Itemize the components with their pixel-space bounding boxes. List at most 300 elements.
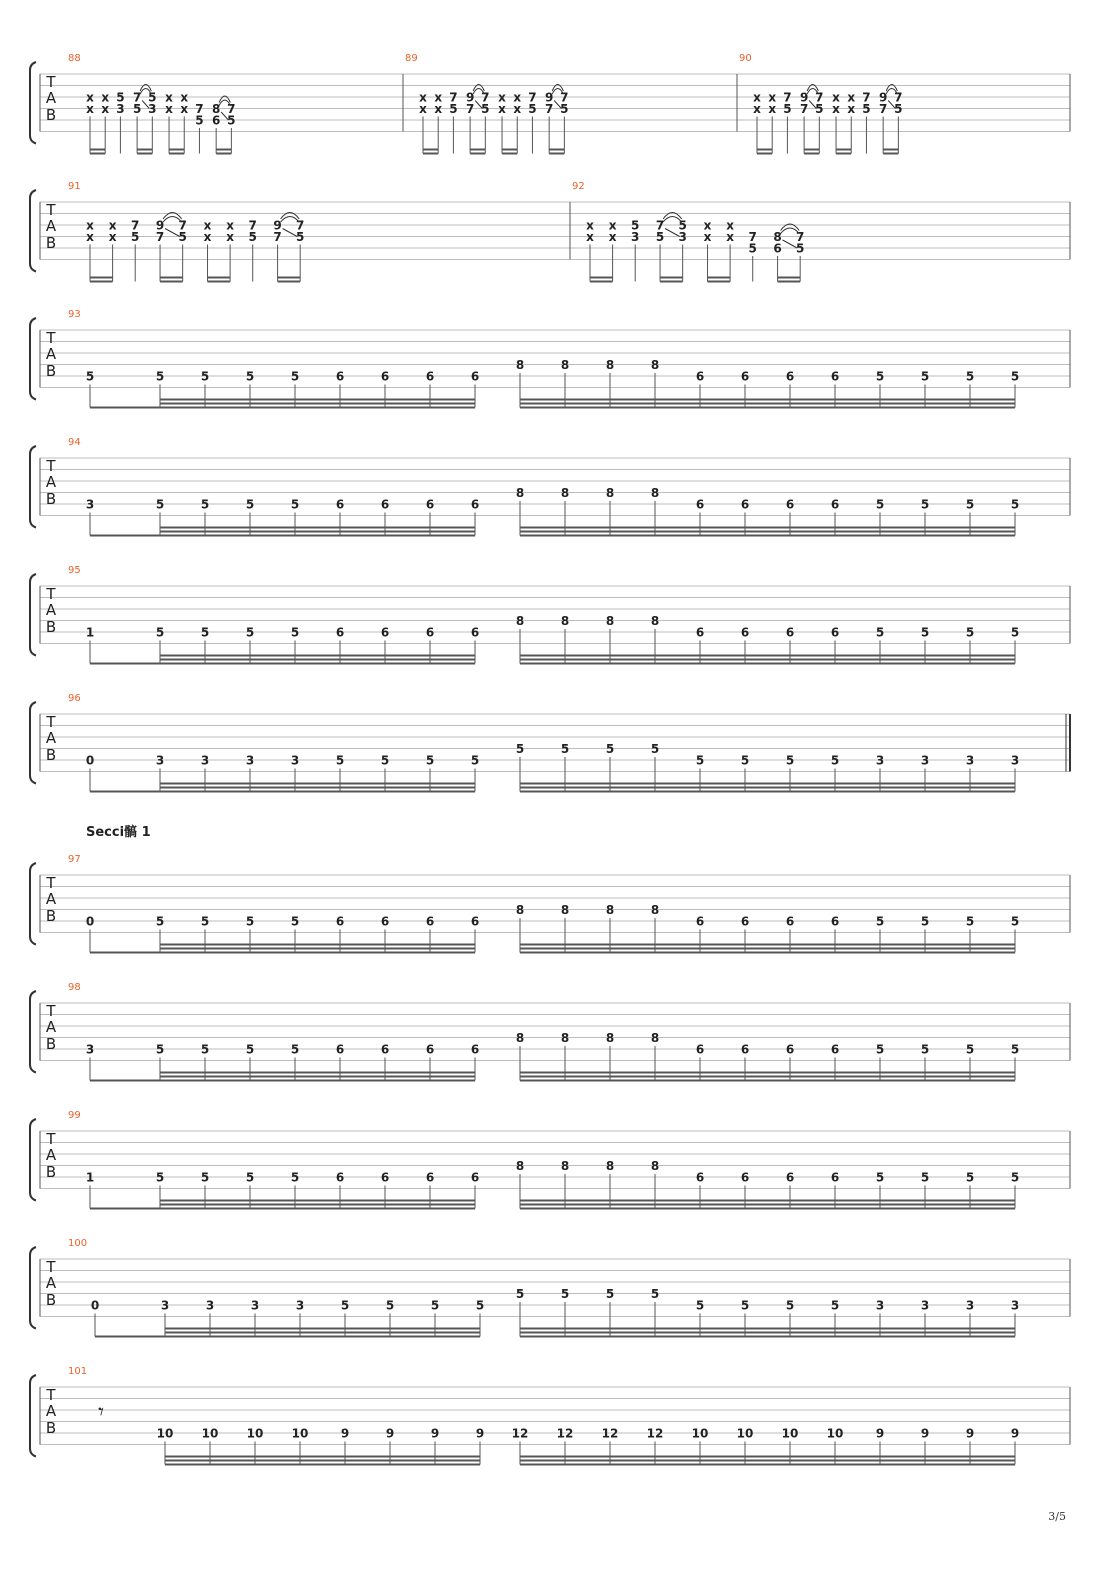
dead-note: x xyxy=(434,90,443,105)
fret-number: 5 xyxy=(380,753,390,768)
tab-clef-letter: A xyxy=(45,89,57,107)
measure-number: 99 xyxy=(68,1110,81,1121)
fret-number: 7 xyxy=(195,102,204,116)
fret-number: 5 xyxy=(131,230,140,244)
fret-number: 7 xyxy=(132,90,142,105)
fret-number: 5 xyxy=(200,914,210,929)
fret-number: 9 xyxy=(544,90,554,105)
tab-clef-letter: B xyxy=(45,907,57,925)
fret-number: 8 xyxy=(650,614,660,628)
fret-number: 3 xyxy=(245,753,255,768)
dead-note: x xyxy=(101,90,110,105)
fret-number: 5 xyxy=(470,753,480,768)
tab-clef-letter: T xyxy=(46,201,56,219)
fret-number: 7 xyxy=(862,90,871,105)
dead-note: x xyxy=(768,90,777,105)
fret-number: 3 xyxy=(85,497,95,512)
fret-number: 6 xyxy=(695,1170,705,1185)
tab-staff xyxy=(30,702,1070,784)
fret-number: 6 xyxy=(425,369,435,384)
fret-number: 8 xyxy=(560,1031,570,1045)
fret-number: 5 xyxy=(965,914,975,929)
fret-number: 5 xyxy=(132,102,142,116)
tab-clef-letter: A xyxy=(45,217,57,235)
fret-number: 7 xyxy=(796,230,805,244)
fret-number: 7 xyxy=(544,102,554,116)
fret-number: 5 xyxy=(515,1287,525,1301)
dead-note: x xyxy=(753,102,761,116)
measure-number: 96 xyxy=(68,693,81,704)
dead-note: x xyxy=(226,218,234,233)
dead-note: x xyxy=(832,90,840,105)
tab-clef-letter: A xyxy=(45,1274,57,1292)
fret-number: 5 xyxy=(740,753,750,768)
fret-number: 3 xyxy=(875,753,885,768)
fret-number: 3 xyxy=(85,1042,95,1057)
fret-number: 5 xyxy=(655,230,665,244)
tab-clef-letter: B xyxy=(45,1419,57,1437)
tab-staff xyxy=(30,318,1070,400)
fret-number: 6 xyxy=(830,497,840,512)
dead-note: x xyxy=(847,90,856,105)
dead-note: x xyxy=(86,90,94,105)
fret-number: 5 xyxy=(650,1287,660,1301)
fret-number: 5 xyxy=(965,1170,975,1185)
fret-number: 8 xyxy=(605,486,615,500)
fret-number: 5 xyxy=(1010,1042,1020,1057)
dead-note: x xyxy=(86,218,94,233)
fret-number: 6 xyxy=(470,1042,480,1057)
fret-number: 6 xyxy=(830,369,840,384)
fret-number: 6 xyxy=(425,497,435,512)
fret-number: 6 xyxy=(380,1042,390,1057)
fret-number: 5 xyxy=(862,102,871,116)
fret-number: 6 xyxy=(425,914,435,929)
fret-number: 12 xyxy=(646,1426,664,1441)
fret-number: 5 xyxy=(1010,497,1020,512)
fret-number: 5 xyxy=(1010,369,1020,384)
fret-number: 9 xyxy=(465,90,475,105)
dead-note: x xyxy=(165,102,173,116)
fret-number: 7 xyxy=(815,90,824,105)
fret-number: 7 xyxy=(296,218,305,233)
fret-number: 12 xyxy=(601,1426,619,1441)
fret-number: 8 xyxy=(560,358,570,372)
fret-number: 5 xyxy=(200,1170,210,1185)
measure-number: 93 xyxy=(68,309,81,320)
fret-number: 5 xyxy=(245,914,255,929)
dead-note: x xyxy=(419,90,427,105)
fret-number: 5 xyxy=(605,1287,615,1301)
fret-number: 6 xyxy=(470,497,480,512)
system-bracket xyxy=(30,1247,36,1329)
fret-number: 8 xyxy=(515,614,525,628)
fret-number: 8 xyxy=(650,1031,660,1045)
dead-note: x xyxy=(608,218,617,233)
fret-number: 3 xyxy=(1010,1298,1020,1313)
fret-number: 5 xyxy=(1010,914,1020,929)
fret-number: 6 xyxy=(425,1042,435,1057)
tab-clef-letter: T xyxy=(46,329,56,347)
fret-number: 3 xyxy=(200,753,210,768)
fret-number: 3 xyxy=(678,230,687,244)
dead-note: x xyxy=(180,90,189,105)
dead-note: x xyxy=(108,218,117,233)
fret-number: 5 xyxy=(475,1298,485,1313)
fret-number: 3 xyxy=(205,1298,215,1313)
fret-number: 6 xyxy=(695,625,705,640)
dead-note: x xyxy=(753,90,761,105)
tab-staff xyxy=(30,1247,1070,1329)
fret-number: 5 xyxy=(425,753,435,768)
fret-number: 8 xyxy=(515,903,525,917)
fret-number: 0 xyxy=(85,914,95,929)
fret-number: 5 xyxy=(965,369,975,384)
dead-note: x xyxy=(513,90,522,105)
fret-number: 6 xyxy=(211,113,221,128)
measure-number: 95 xyxy=(68,565,81,576)
fret-number: 6 xyxy=(740,1170,750,1185)
fret-number: 9 xyxy=(965,1426,975,1441)
fret-number: 6 xyxy=(335,1042,345,1057)
dead-note: x xyxy=(608,230,617,244)
tab-clef-letter: A xyxy=(45,890,57,908)
slide-line xyxy=(283,229,298,237)
fret-number: 3 xyxy=(920,753,930,768)
fret-number: 5 xyxy=(155,625,165,640)
dead-note: x xyxy=(498,90,506,105)
measure-number: 90 xyxy=(739,53,752,64)
fret-number: 5 xyxy=(830,753,840,768)
fret-number: 7 xyxy=(481,90,490,105)
dead-note: x xyxy=(726,230,734,244)
measure-number: 91 xyxy=(68,181,81,192)
fret-number: 9 xyxy=(430,1426,440,1441)
dead-note: x xyxy=(726,218,734,233)
tab-clef-letter: B xyxy=(45,618,57,636)
fret-number: 8 xyxy=(650,486,660,500)
measure-number: 94 xyxy=(68,437,81,448)
fret-number: 5 xyxy=(178,230,187,244)
dead-note: x xyxy=(165,90,173,105)
fret-number: 5 xyxy=(785,1298,795,1313)
fret-number: 6 xyxy=(335,369,345,384)
fret-number: 10 xyxy=(201,1426,219,1441)
fret-number: 5 xyxy=(650,742,660,756)
fret-number: 5 xyxy=(1010,625,1020,640)
fret-number: 5 xyxy=(740,1298,750,1313)
fret-number: 5 xyxy=(200,1042,210,1057)
fret-number: 6 xyxy=(470,369,480,384)
fret-number: 5 xyxy=(85,369,95,384)
fret-number: 9 xyxy=(475,1426,485,1441)
tab-clef-letter: B xyxy=(45,1035,57,1053)
fret-number: 5 xyxy=(116,90,125,105)
fret-number: 5 xyxy=(290,625,300,640)
fret-number: 5 xyxy=(920,1042,930,1057)
fret-number: 5 xyxy=(875,369,885,384)
tab-staff xyxy=(30,991,1070,1073)
fret-number: 8 xyxy=(650,1159,660,1173)
dead-note: x xyxy=(226,230,234,244)
fret-number: 5 xyxy=(965,1042,975,1057)
fret-number: 3 xyxy=(290,753,300,768)
fret-number: 6 xyxy=(785,1170,795,1185)
fret-number: 6 xyxy=(695,1042,705,1057)
fret-number: 10 xyxy=(156,1426,174,1441)
fret-number: 10 xyxy=(736,1426,754,1441)
fret-number: 6 xyxy=(830,625,840,640)
fret-number: 5 xyxy=(695,1298,705,1313)
tab-clef-letter: T xyxy=(46,457,56,475)
fret-number: 5 xyxy=(678,218,687,233)
fret-number: 5 xyxy=(515,742,525,756)
slide-line xyxy=(665,229,680,237)
fret-number: 9 xyxy=(385,1426,395,1441)
system-bracket xyxy=(30,1119,36,1201)
fret-number: 7 xyxy=(783,90,792,105)
dead-note: x xyxy=(847,102,856,116)
fret-number: 10 xyxy=(246,1426,264,1441)
fret-number: 5 xyxy=(560,1287,570,1301)
fret-number: 5 xyxy=(248,230,257,244)
fret-number: 3 xyxy=(1010,753,1020,768)
tab-clef-letter: A xyxy=(45,1146,57,1164)
page-number: 3/5 xyxy=(1048,1510,1066,1523)
fret-number: 6 xyxy=(425,625,435,640)
fret-number: 5 xyxy=(815,102,824,116)
fret-number: 3 xyxy=(965,753,975,768)
fret-number: 6 xyxy=(740,625,750,640)
fret-number: 6 xyxy=(740,369,750,384)
fret-number: 7 xyxy=(155,230,165,244)
fret-number: 8 xyxy=(560,1159,570,1173)
tab-clef-letter: A xyxy=(45,1402,57,1420)
fret-number: 6 xyxy=(425,1170,435,1185)
tab-clef-letter: T xyxy=(46,1130,56,1148)
fret-number: 5 xyxy=(965,625,975,640)
fret-number: 6 xyxy=(380,625,390,640)
fret-number: 6 xyxy=(380,914,390,929)
measure-number: 100 xyxy=(68,1238,88,1249)
fret-number: 5 xyxy=(155,1170,165,1185)
tab-staff xyxy=(30,574,1070,656)
fret-number: 12 xyxy=(556,1426,574,1441)
eighth-rest: 𝄾 xyxy=(98,1400,104,1425)
fret-number: 5 xyxy=(290,497,300,512)
fret-number: 7 xyxy=(227,102,236,116)
fret-number: 7 xyxy=(178,218,187,233)
dead-note: x xyxy=(86,230,94,244)
fret-number: 3 xyxy=(965,1298,975,1313)
fret-number: 6 xyxy=(470,914,480,929)
system-bracket xyxy=(30,318,36,400)
fret-number: 5 xyxy=(785,753,795,768)
fret-number: 5 xyxy=(920,1170,930,1185)
slide-line xyxy=(783,240,798,248)
tab-clef-letter: B xyxy=(45,746,57,764)
fret-number: 6 xyxy=(785,497,795,512)
fret-number: 5 xyxy=(605,742,615,756)
fret-number: 5 xyxy=(796,241,805,256)
fret-number: 3 xyxy=(295,1298,305,1313)
fret-number: 6 xyxy=(785,914,795,929)
system-bracket xyxy=(30,863,36,945)
fret-number: 5 xyxy=(875,1170,885,1185)
fret-number: 10 xyxy=(781,1426,799,1441)
tab-clef-letter: A xyxy=(45,345,57,363)
tab-clef-letter: T xyxy=(46,874,56,892)
fret-number: 9 xyxy=(155,218,165,233)
fret-number: 6 xyxy=(740,1042,750,1057)
dead-note: x xyxy=(768,102,777,116)
tab-clef-letter: T xyxy=(46,1258,56,1276)
fret-number: 5 xyxy=(290,369,300,384)
fret-number: 5 xyxy=(830,1298,840,1313)
fret-number: 5 xyxy=(227,113,236,128)
tab-clef-letter: A xyxy=(45,729,57,747)
fret-number: 5 xyxy=(148,90,157,105)
tab-clef-letter: T xyxy=(46,73,56,91)
fret-number: 6 xyxy=(773,241,782,256)
fret-number: 8 xyxy=(605,903,615,917)
fret-number: 6 xyxy=(335,1170,345,1185)
fret-number: 1 xyxy=(85,1170,95,1185)
tab-staff xyxy=(30,1119,1070,1201)
fret-number: 5 xyxy=(783,102,792,116)
tab-clef-letter: T xyxy=(46,585,56,603)
dead-note: x xyxy=(86,102,94,116)
dead-note: x xyxy=(101,102,110,116)
fret-number: 6 xyxy=(785,369,795,384)
dead-note: x xyxy=(203,218,212,233)
fret-number: 8 xyxy=(515,358,525,372)
fret-number: 0 xyxy=(90,1298,100,1313)
fret-number: 5 xyxy=(920,914,930,929)
fret-number: 8 xyxy=(650,903,660,917)
fret-number: 8 xyxy=(560,486,570,500)
fret-number: 5 xyxy=(631,218,640,233)
tab-clef-letter: T xyxy=(46,1386,56,1404)
fret-number: 8 xyxy=(515,1031,525,1045)
fret-number: 5 xyxy=(894,102,903,116)
fret-number: 7 xyxy=(878,102,888,116)
fret-number: 6 xyxy=(380,1170,390,1185)
system-bracket xyxy=(30,574,36,656)
fret-number: 5 xyxy=(155,1042,165,1057)
fret-number: 5 xyxy=(195,113,204,128)
system-bracket xyxy=(30,190,36,272)
fret-number: 5 xyxy=(748,241,757,256)
fret-number: 6 xyxy=(695,914,705,929)
fret-number: 6 xyxy=(785,1042,795,1057)
fret-number: 6 xyxy=(470,1170,480,1185)
fret-number: 8 xyxy=(605,614,615,628)
fret-number: 8 xyxy=(650,358,660,372)
fret-number: 5 xyxy=(200,369,210,384)
fret-number: 10 xyxy=(291,1426,309,1441)
fret-number: 5 xyxy=(245,369,255,384)
fret-number: 6 xyxy=(740,497,750,512)
fret-number: 7 xyxy=(528,90,537,105)
dead-note: x xyxy=(586,218,594,233)
fret-number: 5 xyxy=(245,1042,255,1057)
fret-number: 7 xyxy=(748,230,757,244)
fret-number: 5 xyxy=(200,497,210,512)
dead-note: x xyxy=(498,102,506,116)
fret-number: 7 xyxy=(655,218,665,233)
tab-clef-letter: B xyxy=(45,362,57,380)
fret-number: 3 xyxy=(155,753,165,768)
dead-note: x xyxy=(703,230,712,244)
fret-number: 7 xyxy=(248,218,257,233)
fret-number: 6 xyxy=(830,1170,840,1185)
fret-number: 6 xyxy=(740,914,750,929)
fret-number: 5 xyxy=(695,753,705,768)
fret-number: 5 xyxy=(920,369,930,384)
measure-number: 98 xyxy=(68,982,81,993)
fret-number: 9 xyxy=(799,90,809,105)
fret-number: 5 xyxy=(155,914,165,929)
fret-number: 6 xyxy=(335,497,345,512)
tab-clef-letter: A xyxy=(45,601,57,619)
fret-number: 1 xyxy=(85,625,95,640)
fret-number: 6 xyxy=(380,497,390,512)
tab-clef-letter: T xyxy=(46,1002,56,1020)
fret-number: 5 xyxy=(875,1042,885,1057)
fret-number: 5 xyxy=(528,102,537,116)
fret-number: 5 xyxy=(245,497,255,512)
tab-clef-letter: B xyxy=(45,1163,57,1181)
fret-number: 10 xyxy=(691,1426,709,1441)
tab-clef-letter: B xyxy=(45,106,57,124)
dead-note: x xyxy=(832,102,840,116)
fret-number: 6 xyxy=(335,625,345,640)
dead-note: x xyxy=(434,102,443,116)
fret-number: 3 xyxy=(116,102,125,116)
fret-number: 7 xyxy=(799,102,809,116)
fret-number: 3 xyxy=(920,1298,930,1313)
fret-number: 8 xyxy=(560,614,570,628)
fret-number: 3 xyxy=(875,1298,885,1313)
dead-note: x xyxy=(108,230,117,244)
fret-number: 6 xyxy=(335,914,345,929)
fret-number: 5 xyxy=(430,1298,440,1313)
fret-number: 5 xyxy=(290,1170,300,1185)
fret-number: 8 xyxy=(560,903,570,917)
fret-number: 5 xyxy=(385,1298,395,1313)
dead-note: x xyxy=(586,230,594,244)
fret-number: 5 xyxy=(449,102,458,116)
fret-number: 9 xyxy=(875,1426,885,1441)
dead-note: x xyxy=(203,230,212,244)
tab-staff xyxy=(30,1375,1070,1457)
measure-number: 101 xyxy=(68,1366,88,1377)
fret-number: 5 xyxy=(155,497,165,512)
dead-note: x xyxy=(703,218,712,233)
fret-number: 6 xyxy=(695,369,705,384)
fret-number: 9 xyxy=(340,1426,350,1441)
fret-number: 9 xyxy=(920,1426,930,1441)
tab-clef-letter: A xyxy=(45,1018,57,1036)
fret-number: 9 xyxy=(1010,1426,1020,1441)
fret-number: 7 xyxy=(894,90,903,105)
dead-note: x xyxy=(180,102,189,116)
fret-number: 8 xyxy=(605,358,615,372)
fret-number: 5 xyxy=(245,1170,255,1185)
tab-staff xyxy=(30,446,1070,528)
fret-number: 5 xyxy=(560,742,570,756)
